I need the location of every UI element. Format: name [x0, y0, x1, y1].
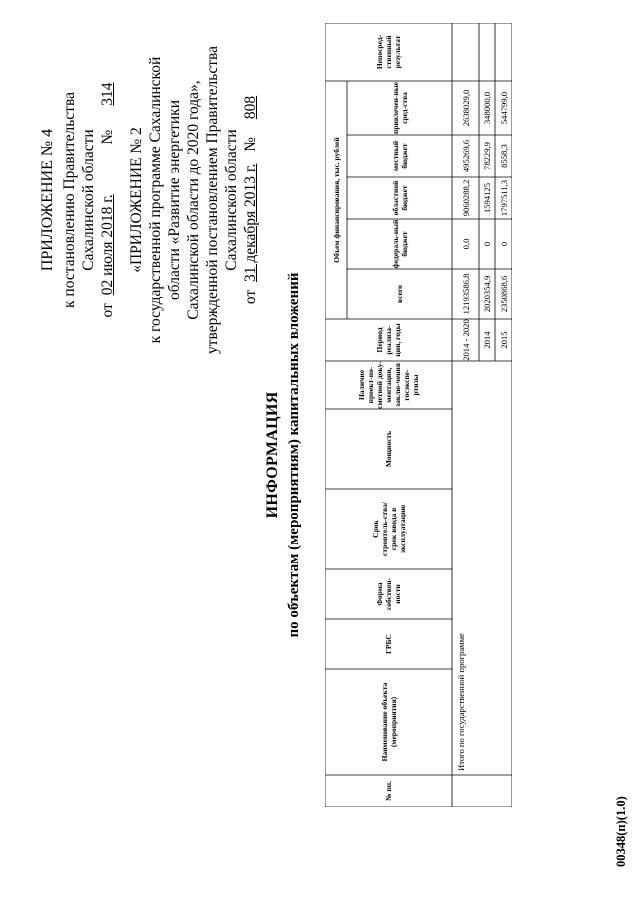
page-title: ИНФОРМАЦИЯ: [264, 391, 281, 519]
row3-regional: 1797511,3: [498, 179, 509, 217]
orig-line4: утвержденной постановлением Правительства: [204, 46, 221, 354]
col-header-result: Непосред-ственный результат: [375, 34, 402, 70]
orig-appendix-title: «ПРИЛОЖЕНИЕ № 2: [128, 127, 145, 273]
decree-number: 314: [99, 82, 116, 106]
col-header-funding: Объем финансирования, тыс. рублей: [331, 137, 341, 263]
orig-number: 808: [242, 95, 259, 120]
col-header-period: Срок строитель-ства/срок ввода в эксплуатацию: [370, 502, 407, 556]
col-header-capacity: Мощность: [384, 430, 393, 468]
appendix-block: [38, 15, 260, 385]
capital-investments-table: [325, 23, 512, 807]
col-header-federal: федераль-ный бюджет: [390, 219, 409, 269]
row2-total: 2020354,9: [482, 275, 492, 313]
col-header-docs: Наличие проект-но-сметной доку-ментации, заклю-чения госэкспе-ртизы: [357, 361, 420, 409]
orig-line2: области «Развитие энергетики: [166, 100, 183, 301]
row3-attracted: 544799,0: [498, 91, 509, 125]
orig-line5: Сахалинской области: [223, 129, 240, 271]
orig-line1: к государственной программе Сахалинской: [147, 56, 164, 344]
appendix-title: ПРИЛОЖЕНИЕ № 4: [39, 128, 56, 272]
col-header-regional: областной бюджет: [390, 180, 409, 216]
row3-years: 2015: [498, 331, 509, 349]
row2-federal: 0: [482, 241, 492, 247]
row2-years: 2014: [482, 331, 492, 349]
row3-local: 8558,3: [498, 144, 509, 168]
decree-date-line: от 02 июля 2018 г. № 314: [99, 82, 116, 318]
row3-federal: 0: [498, 241, 509, 247]
orig-date-line: от 31 декабря 2013 г. № 808: [242, 95, 259, 305]
section-total-label: Итого по государственной программе: [456, 633, 466, 771]
row2-regional: 1594125: [482, 182, 492, 214]
col-header-impl: Период реализа-ции, годы: [375, 323, 402, 357]
decree-line2: Сахалинской области: [80, 129, 97, 271]
col-header-ownership: Форма собствен-ности: [375, 577, 402, 611]
col-header-local: местный бюджет: [390, 140, 409, 172]
row1-total: 12193586,8: [460, 273, 471, 315]
col-header-name: Наименование объекта (мероприятия): [379, 682, 398, 762]
decree-line1: к постановлению Правительства: [61, 92, 78, 308]
row1-federal: 0,0: [460, 238, 471, 250]
row2-attracted: 348000,0: [482, 91, 492, 125]
row1-attracted: 2638029,0: [460, 89, 471, 127]
page-subtitle: по объектам (мероприятиям) капитальных вложений: [286, 272, 302, 638]
col-header-attracted: привлечен-ные сред-ства: [390, 82, 409, 134]
row3-total: 2350868,6: [498, 275, 509, 313]
col-header-grbs: ГРБС: [384, 634, 393, 654]
row1-local: 495269,6: [460, 139, 471, 173]
decree-date: 02 июля 2018 г.: [99, 194, 116, 296]
orig-date: 31 декабря 2013 г.: [242, 163, 259, 282]
row2-local: 78229,9: [482, 142, 492, 170]
col-header-num: № пп.: [384, 781, 393, 801]
row1-years: 2014 - 2020: [460, 319, 471, 361]
document-code: 00348(п)(1.0): [614, 796, 628, 867]
col-header-total: всего: [395, 285, 404, 303]
orig-line3: Сахалинской области до 2020 года»,: [185, 80, 202, 320]
row1-regional: 9060288,2: [460, 179, 471, 217]
